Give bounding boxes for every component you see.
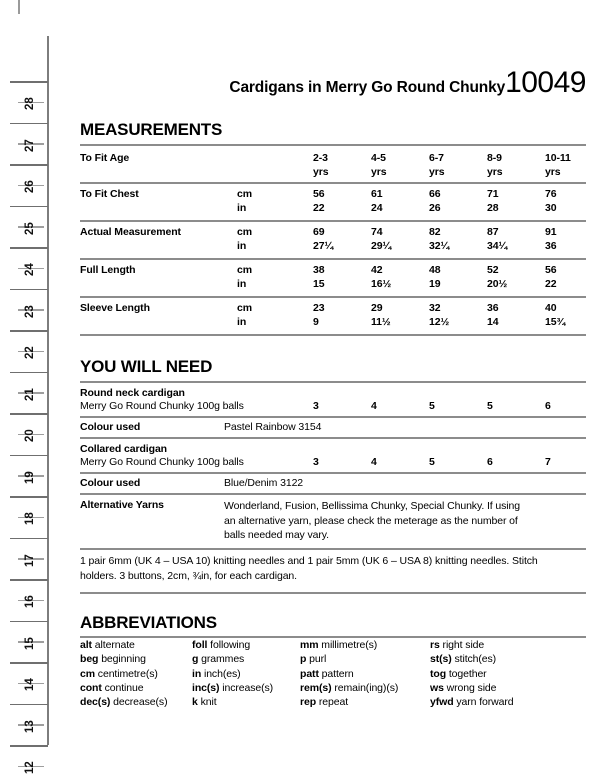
- measurement-value-in: 22: [313, 202, 325, 214]
- measurements-row-rule: [80, 220, 586, 222]
- abbreviation-key: foll: [192, 639, 208, 651]
- ruler-tick-major: [10, 247, 48, 249]
- abbreviation-item: [430, 652, 550, 666]
- ruler-tick-major: [10, 455, 48, 457]
- abbreviations-column: [430, 638, 550, 709]
- ruler-tick-label: 16: [24, 595, 36, 608]
- abbreviation-item: [80, 652, 192, 666]
- abbreviation-key: cont: [80, 681, 102, 694]
- measurement-value-cm: 40: [545, 302, 557, 314]
- measurements-row-rule: [80, 182, 586, 184]
- measurement-value-cm: 52: [487, 264, 499, 276]
- alternative-yarns-text: Wonderland, Fusion, Bellissima Chunky, Special Chunky. If using an alternative yarn, please check the meterage as the number of balls needed may vary.: [224, 500, 521, 541]
- measurement-value-in: 20½: [487, 278, 508, 290]
- round-neck-colour-value: Pastel Rainbow 3154: [224, 421, 322, 433]
- collared-colour-value: Blue/Denim 3122: [224, 477, 304, 489]
- measurement-value-in: 11½: [371, 316, 391, 328]
- unit-label-cm: cm: [237, 302, 252, 314]
- measurement-value-in: 26: [429, 202, 441, 214]
- ruler-tick-major: [10, 621, 48, 623]
- abbreviations-column: [300, 638, 430, 709]
- collared-ball-count: 6: [487, 456, 493, 468]
- ruler-tick-major: [10, 206, 48, 208]
- ruler-tick-major: [10, 704, 48, 706]
- ruler-tick-label: 14: [24, 678, 36, 691]
- collared-yarn-label: Merry Go Round Chunky 100g balls: [80, 456, 244, 468]
- measurement-value-cm: 56: [313, 188, 325, 200]
- ruler-top-nick: [18, 0, 20, 14]
- abbreviation-item: [192, 695, 300, 709]
- ruler-tick-major: [10, 123, 48, 125]
- measurement-value-cm: 76: [545, 188, 557, 200]
- ruler-tick-label: 19: [24, 470, 36, 484]
- abbreviation-item: [192, 681, 300, 695]
- ywn-rule: [80, 592, 586, 594]
- unit-label-in: in: [237, 240, 247, 252]
- abbreviation-key: mm: [300, 639, 319, 651]
- abbreviations-heading: ABBREVIATIONS: [80, 613, 217, 632]
- round-neck-ball-count: 4: [371, 400, 377, 412]
- ruler-tick-label: 12: [24, 761, 36, 774]
- ruler-tick-major: [10, 662, 48, 664]
- round-neck-ball-count: 5: [487, 400, 493, 412]
- ruler-tick-major: [10, 81, 48, 83]
- abbreviation-definition: yarn forward: [453, 696, 514, 709]
- measurement-value-in: 36: [545, 240, 557, 252]
- page-content: [76, 0, 586, 745]
- measurement-value-cm: 38: [313, 264, 325, 276]
- abbreviation-definition: right side: [439, 639, 485, 651]
- measurements-heading-rule: [80, 144, 586, 146]
- collared-colour-label: Colour used: [80, 477, 141, 489]
- abbreviation-definition: following: [207, 639, 251, 651]
- ywn-rule: [80, 493, 586, 495]
- abbreviation-item: [430, 695, 550, 709]
- abbreviation-item: [300, 652, 430, 666]
- abbreviation-item: [80, 638, 192, 652]
- round-neck-yarn-label: Merry Go Round Chunky 100g balls: [80, 400, 244, 412]
- abbreviation-definition: increase(s): [219, 681, 274, 694]
- abbreviation-item: [300, 638, 430, 652]
- ruler-tick-label: 22: [24, 346, 36, 359]
- measurement-value-in: 15: [313, 278, 325, 290]
- abbreviation-item: [80, 695, 192, 709]
- measurement-value-in: 9: [313, 316, 319, 328]
- measurement-value-in: 14: [487, 316, 499, 328]
- measurement-value-in: 29¼: [371, 240, 392, 252]
- measurement-value-in: 27¼: [313, 240, 334, 252]
- abbreviation-definition: purl: [306, 653, 327, 666]
- size-header-unit: yrs: [487, 166, 503, 178]
- size-header-unit: yrs: [545, 166, 561, 178]
- round-neck-ball-count: 5: [429, 400, 435, 412]
- measurements-row-rule: [80, 296, 586, 298]
- row-label-to-fit-age: To Fit Age: [80, 152, 130, 164]
- ywn-rule: [80, 437, 586, 439]
- measurement-value-cm: 36: [487, 302, 499, 314]
- measurement-value-cm: 29: [371, 302, 383, 314]
- measurement-value-in: 15¾: [545, 316, 566, 328]
- abbreviation-definition: wrong side: [443, 681, 497, 694]
- abbreviation-definition: stitch(es): [451, 653, 497, 666]
- ruler-tick-major: [10, 289, 48, 291]
- measurement-value-in: 30: [545, 202, 557, 214]
- measurement-value-cm: 91: [545, 226, 557, 238]
- alternative-yarns-label: Alternative Yarns: [80, 499, 164, 511]
- size-header-range: 2-3: [313, 152, 328, 164]
- abbreviation-item: [300, 695, 430, 709]
- needles-text: 1 pair 6mm (UK 4 – USA 10) knitting needles and 1 pair 5mm (UK 6 – USA 8) knitting needles. Stitch holders. 3 buttons, 2cm, ¾in, for each cardigan.: [80, 555, 538, 582]
- measurement-value-cm: 42: [371, 264, 383, 276]
- abbreviation-definition: alternate: [91, 639, 135, 651]
- collared-title: Collared cardigan: [80, 443, 167, 455]
- measurement-value-cm: 56: [545, 264, 557, 276]
- measurement-value-cm: 66: [429, 188, 441, 200]
- collared-ball-count: 3: [313, 456, 319, 468]
- abbreviation-definition: millimetre(s): [318, 639, 378, 651]
- ywn-rule: [80, 472, 586, 474]
- measurement-value-in: 32¼: [429, 240, 450, 252]
- abbreviation-key: k: [192, 696, 198, 709]
- pattern-number: 10049: [505, 66, 586, 99]
- measurement-value-in: 34¼: [487, 240, 508, 252]
- measurement-value-cm: 23: [313, 302, 325, 314]
- abbreviation-key: st(s): [430, 653, 452, 666]
- page-title-text: Cardigans in Merry Go Round Chunky: [229, 79, 506, 96]
- unit-label-cm: cm: [237, 226, 252, 238]
- row-label: Sleeve Length: [80, 302, 150, 314]
- measurement-value-cm: 61: [371, 188, 383, 200]
- ruler-spine-line: [47, 36, 49, 745]
- ruler-tick-label: 24: [24, 263, 36, 276]
- ruler-tick-label: 20: [24, 429, 36, 442]
- abbreviation-item: [192, 652, 300, 666]
- ruler-strip: [0, 0, 50, 774]
- measurement-value-in: 12½: [429, 316, 450, 328]
- unit-label-in: in: [237, 202, 247, 214]
- unit-label-in: in: [237, 316, 247, 328]
- ywn-rule: [80, 548, 586, 550]
- abbreviation-key: patt: [300, 667, 319, 680]
- abbreviation-item: [192, 638, 300, 652]
- abbreviation-item: [300, 681, 430, 695]
- abbreviation-key: p: [300, 653, 307, 666]
- abbreviation-key: tog: [430, 667, 447, 680]
- round-neck-ball-count: 6: [545, 400, 551, 412]
- abbreviation-definition: knit: [197, 696, 217, 709]
- abbreviations-column: [192, 638, 300, 709]
- measurement-value-in: 16½: [371, 278, 392, 290]
- abbreviation-item: [430, 667, 550, 681]
- round-neck-title: Round neck cardigan: [80, 387, 185, 399]
- abbreviation-definition: decrease(s): [110, 696, 168, 709]
- measurement-value-cm: 69: [313, 226, 325, 238]
- abbreviation-key: in: [192, 667, 202, 680]
- ruler-tick-label: 15: [24, 636, 36, 650]
- abbreviation-key: rep: [300, 696, 317, 709]
- round-neck-ball-count: 3: [313, 400, 319, 412]
- ruler-tick-label: 23: [24, 304, 36, 318]
- abbreviation-definition: centimetre(s): [94, 667, 158, 680]
- abbreviation-item: [300, 667, 430, 681]
- size-header-range: 6-7: [429, 152, 444, 164]
- ruler-tick-label: 21: [24, 387, 36, 401]
- abbreviation-key: yfwd: [430, 696, 454, 709]
- collared-ball-count: 4: [371, 456, 377, 468]
- ywn-rule: [80, 416, 586, 418]
- you-will-need-heading-rule: [80, 381, 586, 383]
- size-header-unit: yrs: [429, 166, 445, 178]
- size-header-unit: yrs: [371, 166, 387, 178]
- size-header-range: 8-9: [487, 152, 502, 164]
- measurement-value-cm: 82: [429, 226, 441, 238]
- ruler-tick-label: 13: [24, 719, 36, 733]
- abbreviation-item: [430, 681, 550, 695]
- collared-ball-count: 7: [545, 456, 551, 468]
- measurement-value-cm: 32: [429, 302, 441, 314]
- abbreviation-key: rs: [430, 639, 440, 651]
- row-label: To Fit Chest: [80, 188, 139, 200]
- page-title: [76, 68, 586, 102]
- measurement-value-cm: 87: [487, 226, 499, 238]
- size-header-range: 4-5: [371, 152, 386, 164]
- abbreviation-definition: grammes: [198, 653, 245, 666]
- abbreviations-column: [80, 638, 192, 709]
- abbreviation-definition: pattern: [318, 667, 354, 680]
- ruler-tick-label: 17: [24, 553, 36, 567]
- ruler-tick-major: [10, 579, 48, 581]
- measurement-value-cm: 71: [487, 188, 499, 200]
- ruler-tick-label: 25: [24, 221, 36, 235]
- abbreviation-definition: beginning: [98, 653, 146, 666]
- measurement-value-cm: 48: [429, 264, 441, 276]
- ruler-tick-major: [10, 538, 48, 540]
- unit-label-cm: cm: [237, 188, 252, 200]
- measurement-value-in: 19: [429, 278, 441, 290]
- row-label: Actual Measurement: [80, 226, 181, 238]
- measurement-value-cm: 74: [371, 226, 383, 238]
- abbreviation-key: alt: [80, 639, 92, 651]
- ruler-tick-major: [10, 330, 48, 332]
- collared-ball-count: 5: [429, 456, 435, 468]
- ruler-tick-label: 28: [24, 97, 36, 110]
- ruler-tick-major: [10, 164, 48, 166]
- abbreviation-key: rem(s): [300, 681, 332, 694]
- abbreviation-definition: continue: [101, 681, 144, 694]
- measurement-value-in: 28: [487, 202, 499, 214]
- abbreviation-item: [430, 638, 550, 652]
- abbreviation-item: [80, 681, 192, 695]
- size-header-unit: yrs: [313, 166, 329, 178]
- you-will-need-heading: YOU WILL NEED: [80, 357, 213, 376]
- ruler-tick-label: 27: [24, 138, 36, 152]
- ruler-tick-label: 18: [24, 512, 36, 525]
- unit-label-in: in: [237, 278, 247, 290]
- abbreviation-key: dec(s): [80, 696, 111, 709]
- ruler-tick-major: [10, 413, 48, 415]
- abbreviation-item: [192, 667, 300, 681]
- row-label: Full Length: [80, 264, 136, 276]
- unit-label-cm: cm: [237, 264, 252, 276]
- abbreviation-definition: repeat: [316, 696, 349, 709]
- abbreviation-key: cm: [80, 667, 95, 680]
- ruler-tick-major: [10, 372, 48, 374]
- abbreviation-item: [80, 667, 192, 681]
- ruler-tick-label: 26: [24, 180, 36, 193]
- abbreviation-definition: together: [446, 667, 487, 680]
- abbreviation-key: beg: [80, 653, 99, 666]
- measurement-value-in: 22: [545, 278, 557, 290]
- abbreviation-key: g: [192, 653, 199, 666]
- abbreviation-key: ws: [430, 681, 444, 694]
- abbreviations-grid: [80, 638, 586, 709]
- measurements-row-rule: [80, 258, 586, 260]
- abbreviation-definition: inch(es): [201, 667, 241, 680]
- abbreviation-definition: remain(ing)(s): [331, 681, 399, 694]
- measurement-value-in: 24: [371, 202, 383, 214]
- abbreviation-key: inc(s): [192, 681, 220, 694]
- ruler-tick-major: [10, 745, 48, 747]
- round-neck-colour-label: Colour used: [80, 421, 141, 433]
- ruler-tick-major: [10, 496, 48, 498]
- measurements-row-rule: [80, 334, 586, 336]
- size-header-range: 10-11: [545, 152, 571, 164]
- measurements-heading: MEASUREMENTS: [80, 120, 223, 139]
